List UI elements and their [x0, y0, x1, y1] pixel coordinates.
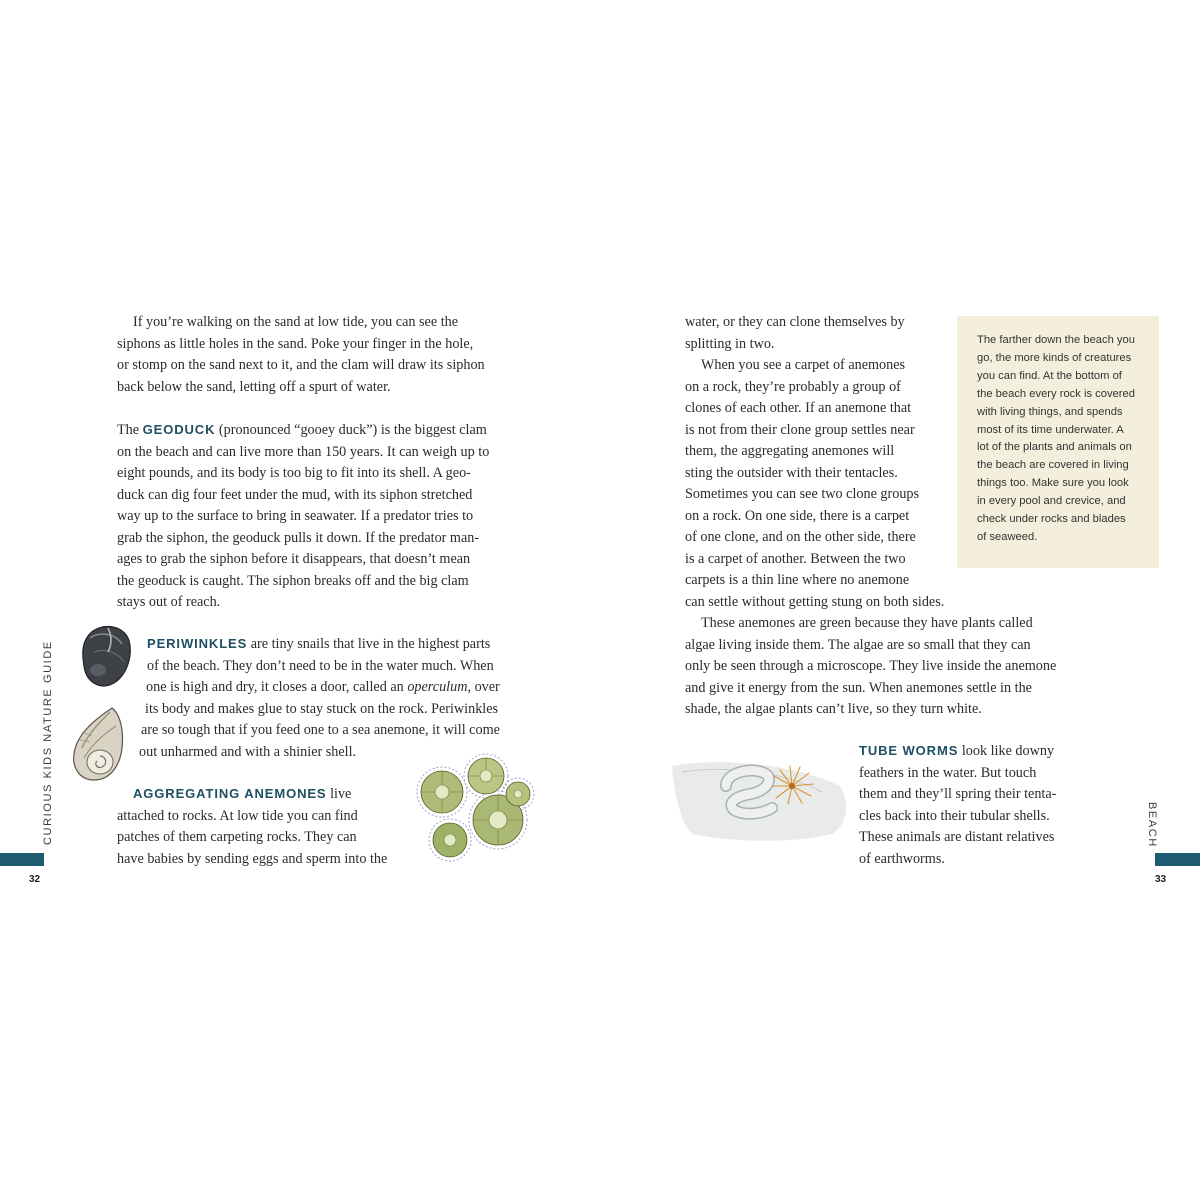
tube-worms-paragraph: TUBE WORMS look like downy feathers in the water. But touch them and they’ll spring their tenta- cles back into their tubular shells. These animals are distant relatives of earthworms. [859, 743, 1057, 867]
tube-worm-illustration [672, 752, 852, 847]
book-title-side-label: CURIOUS KIDS NATURE GUIDE [42, 640, 54, 845]
aggregating-anemones-paragraph: AGGREGATING ANEMONES live attached to rocks. At low tide you can find patches of them carpeting rocks. They can have babies by sending eggs and sperm into the [117, 786, 388, 867]
sidebar-text: The farther down the beach you go, the more kinds of creatures you can find. At the bottom of the beach every rock is covered with living things, and spends most of its time underwater. A lot of the plants and animals on the beach are covered in living things too. Make sure you look in every pool and crevice, and check under rocks and blades of seaweed. [977, 334, 1135, 543]
geoduck-paragraph: The GEODUCK (pronounced “gooey duck”) is the biggest clam on the beach and can live more than 150 years. It can weigh up to eight pounds, and its body is too big to fit into its shell. A geo- duck can dig four feet under the mud, with its siphon stretched way up to the surface to bring in seawater. If a predator tries to grab the siphon, the geoduck pulls it down. If the predator man- ages to grab the siphon before it disappears, that doesn’t mean the geoduck is caught. The siphon breaks off and the big clam stays out of reach. [117, 422, 490, 610]
anemone-clone-paragraph: water, or they can clone themselves by splitting in two. When you see a carpet of anemones on a rock, they’re probably a group of clones of each other. If an anemone that is not from their clone group settles near them, the aggregating anemones will sting the outsider with their tentacles. Sometimes you can see two clone groups on a rock. On one side, there is a carpet of one clone, and on the other side, there is a carpet of another. Between the two carpets is a thin line where no anemone can settle without getting stung on both sides. These anemones are green because they have plants called algae living inside them. The algae are so small that they can only be seen through a microscope. They live inside the anemone and give it energy from the sun. When anemones settle in the shade, the algae plants can’t live, so they turn white. [685, 314, 1057, 717]
section-side-label: BEACH [1146, 802, 1158, 848]
periwinkle-shell-spiral-icon [70, 704, 128, 784]
beach-tip-sidebar [957, 316, 1159, 568]
tube-worms-heading: TUBE WORMS [859, 743, 959, 758]
periwinkles-paragraph: PERIWINKLES are tiny snails that live in the highest parts of the beach. They don’t need to be in the water much. When one is high and dry, it closes a door, called an operculum, over its body and makes glue to stay stuck on the rock. Periwinkles are so tough that if you feed one to a sea anemone, it will come out unharmed and with a shinier shell. [139, 636, 500, 760]
aggregating-anemones-heading: AGGREGATING ANEMONES [133, 786, 327, 801]
clam-siphon-paragraph: If you’re walking on the sand at low tide, you can see the siphons as little holes in the sand. Poke your finger in the hole, or stomp on the sand next to it, and the clam will draw its siphon back below the sand, letting off a spurt of water. [117, 314, 485, 395]
periwinkles-heading: PERIWINKLES [147, 636, 248, 651]
left-page-tab [0, 853, 44, 866]
aggregating-anemones-illustration [408, 750, 538, 870]
right-page-tab [1155, 853, 1200, 866]
periwinkle-shell-dark-icon [78, 622, 134, 690]
page-number-33: 33 [1155, 874, 1167, 885]
page-number-32: 32 [29, 874, 41, 885]
geoduck-heading: GEODUCK [142, 422, 216, 437]
